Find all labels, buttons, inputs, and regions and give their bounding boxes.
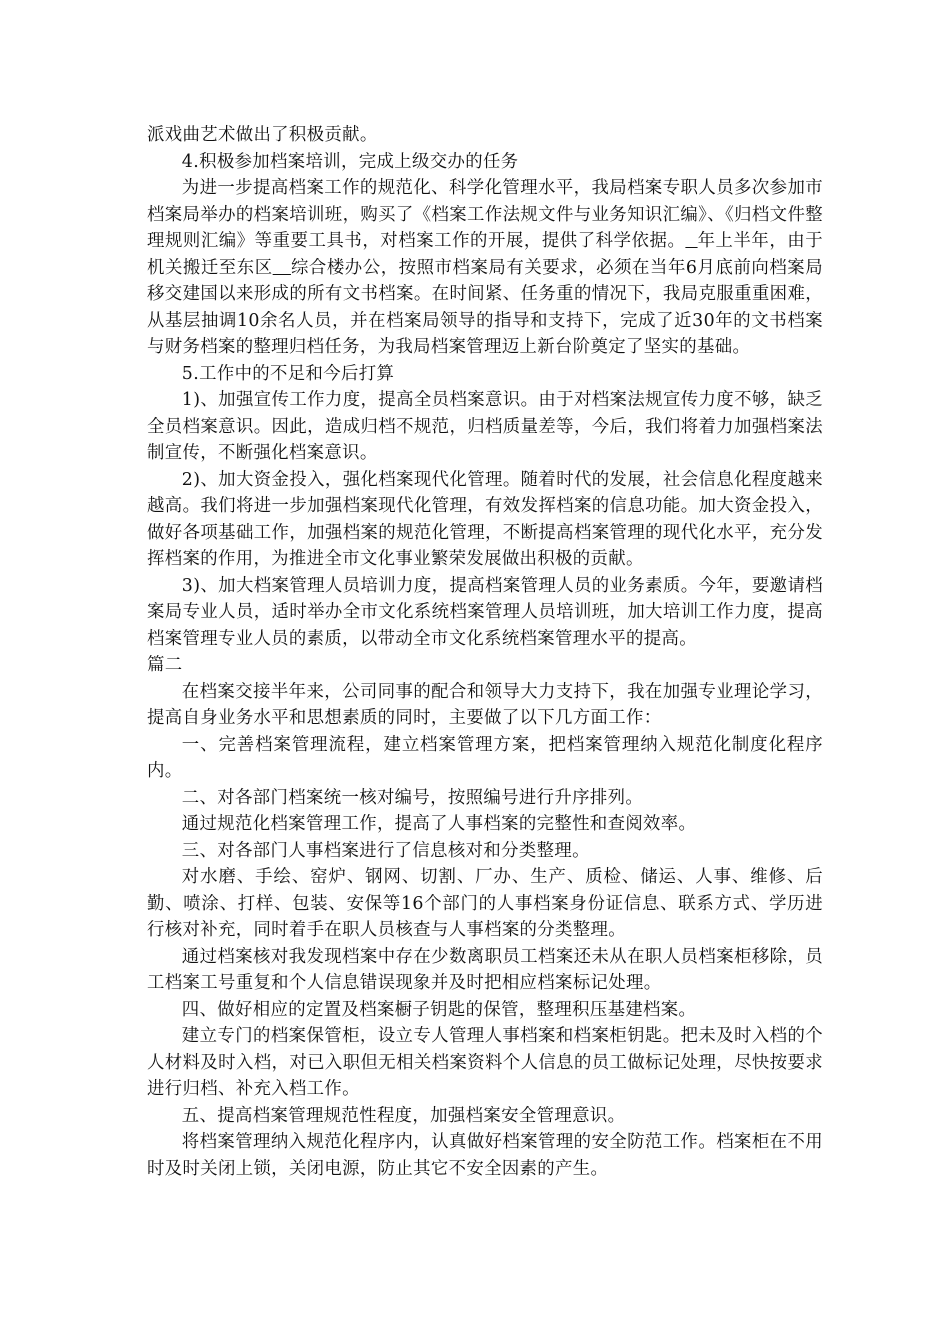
paragraph: 3)、加大档案管理人员培训力度，提高档案管理人员的业务素质。今年，要邀请档案局专业人员，适时举办全市文化系统档案管理人员培训班，加大培训工作力度，提高档案管理专业人员的素质，以带动全市文化系统档案管理水平的提高。 — [147, 575, 823, 649]
paragraph: 一、完善档案管理流程，建立档案管理方案，把档案管理纳入规范化制度化程序内。 — [147, 734, 823, 781]
section-heading: 5.工作中的不足和今后打算 — [181, 363, 395, 384]
paragraph: 四、做好相应的定置及档案橱子钥匙的保管，整理积压基建档案。 — [181, 999, 697, 1020]
paragraph: 2)、加大资金投入，强化档案现代化管理。随着时代的发展，社会信息化程度越来越高。我们将进一步加强档案现代化管理，有效发挥档案的信息功能。加大资金投入，做好各项基础工作，加强档案的规范化管理，不断提高档案管理的现代化水平，充分发挥档案的作用，为推进全市文化事业繁荣发展做出积极的贡献。 — [147, 469, 823, 569]
paragraph: 为进一步提高档案工作的规范化、科学化管理水平，我局档案专职人员多次参加市档案局举办的档案培训班，购买了《档案工作法规文件与业务知识汇编》、《归档文件整理规则汇编》等重要工具书，对档案工作的开展，提供了科学依据。 年上半年，由于机关搬迁至东区 综合楼办公，按照市档案局有关要求，必须在当年6月底前向档案局移交建国以来形成的所有文书档案。在时间紧、任务重的情况下，我局克服重重困难，从基层抽调10余名人员，并在档案局领导的指导和支持下，完成了近30年的文书档案与财务档案的整理归档任务，为我局档案管理迈上新台阶奠定了坚实的基础。 — [147, 178, 823, 357]
paragraph: 将档案管理纳入规范化程序内，认真做好档案管理的安全防范工作。档案柜在不用时及时关闭上锁，关闭电源，防止其它不安全因素的产生。 — [147, 1132, 823, 1179]
document-body — [147, 122, 823, 1182]
paragraph: 派戏曲艺术做出了积极贡献。 — [147, 125, 378, 145]
paragraph: 对水磨、手绘、窑炉、钢网、切割、厂办、生产、质检、储运、人事、维修、后勤、喷涂、打样、包装、安保等16个部门的人事档案身份证信息、联系方式、学历进行核对补充，同时着手在职人员核查与人事档案的分类整理。 — [147, 867, 823, 940]
paragraph: 通过规范化档案管理工作，提高了人事档案的完整性和查阅效率。 — [181, 814, 697, 834]
paragraph: 建立专门的档案保管柜，设立专人管理人事档案和档案柜钥匙。把未及时入档的个人材料及时入档，对已入职但无相关档案资料个人信息的员工做标记处理，尽快按要求进行归档、补充入档工作。 — [147, 1026, 823, 1099]
paragraph: 二、对各部门档案统一核对编号，按照编号进行升序排列。 — [181, 787, 644, 808]
paragraph: 五、提高档案管理规范性程度，加强档案安全管理意识。 — [181, 1105, 626, 1126]
section-title: 篇二 — [147, 655, 183, 675]
paragraph: 在档案交接半年来，公司同事的配合和领导大力支持下，我在加强专业理论学习，提高自身业务水平和思想素质的同时，主要做了以下几方面工作： — [147, 681, 823, 728]
section-heading: 4.积极参加档案培训，完成上级交办的任务 — [181, 151, 519, 172]
paragraph: 通过档案核对我发现档案中存在少数离职员工档案还未从在职人员档案柜移除，员工档案工号重复和个人信息错误现象并及时把相应档案标记处理。 — [147, 946, 823, 993]
paragraph: 1)、加强宣传工作力度，提高全员档案意识。由于对档案法规宣传力度不够，缺乏全员档案意识。因此，造成归档不规范，归档质量差等，今后，我们将着力加强档案法制宣传，不断强化档案意识。 — [147, 390, 823, 463]
paragraph: 三、对各部门人事档案进行了信息核对和分类整理。 — [181, 840, 590, 861]
